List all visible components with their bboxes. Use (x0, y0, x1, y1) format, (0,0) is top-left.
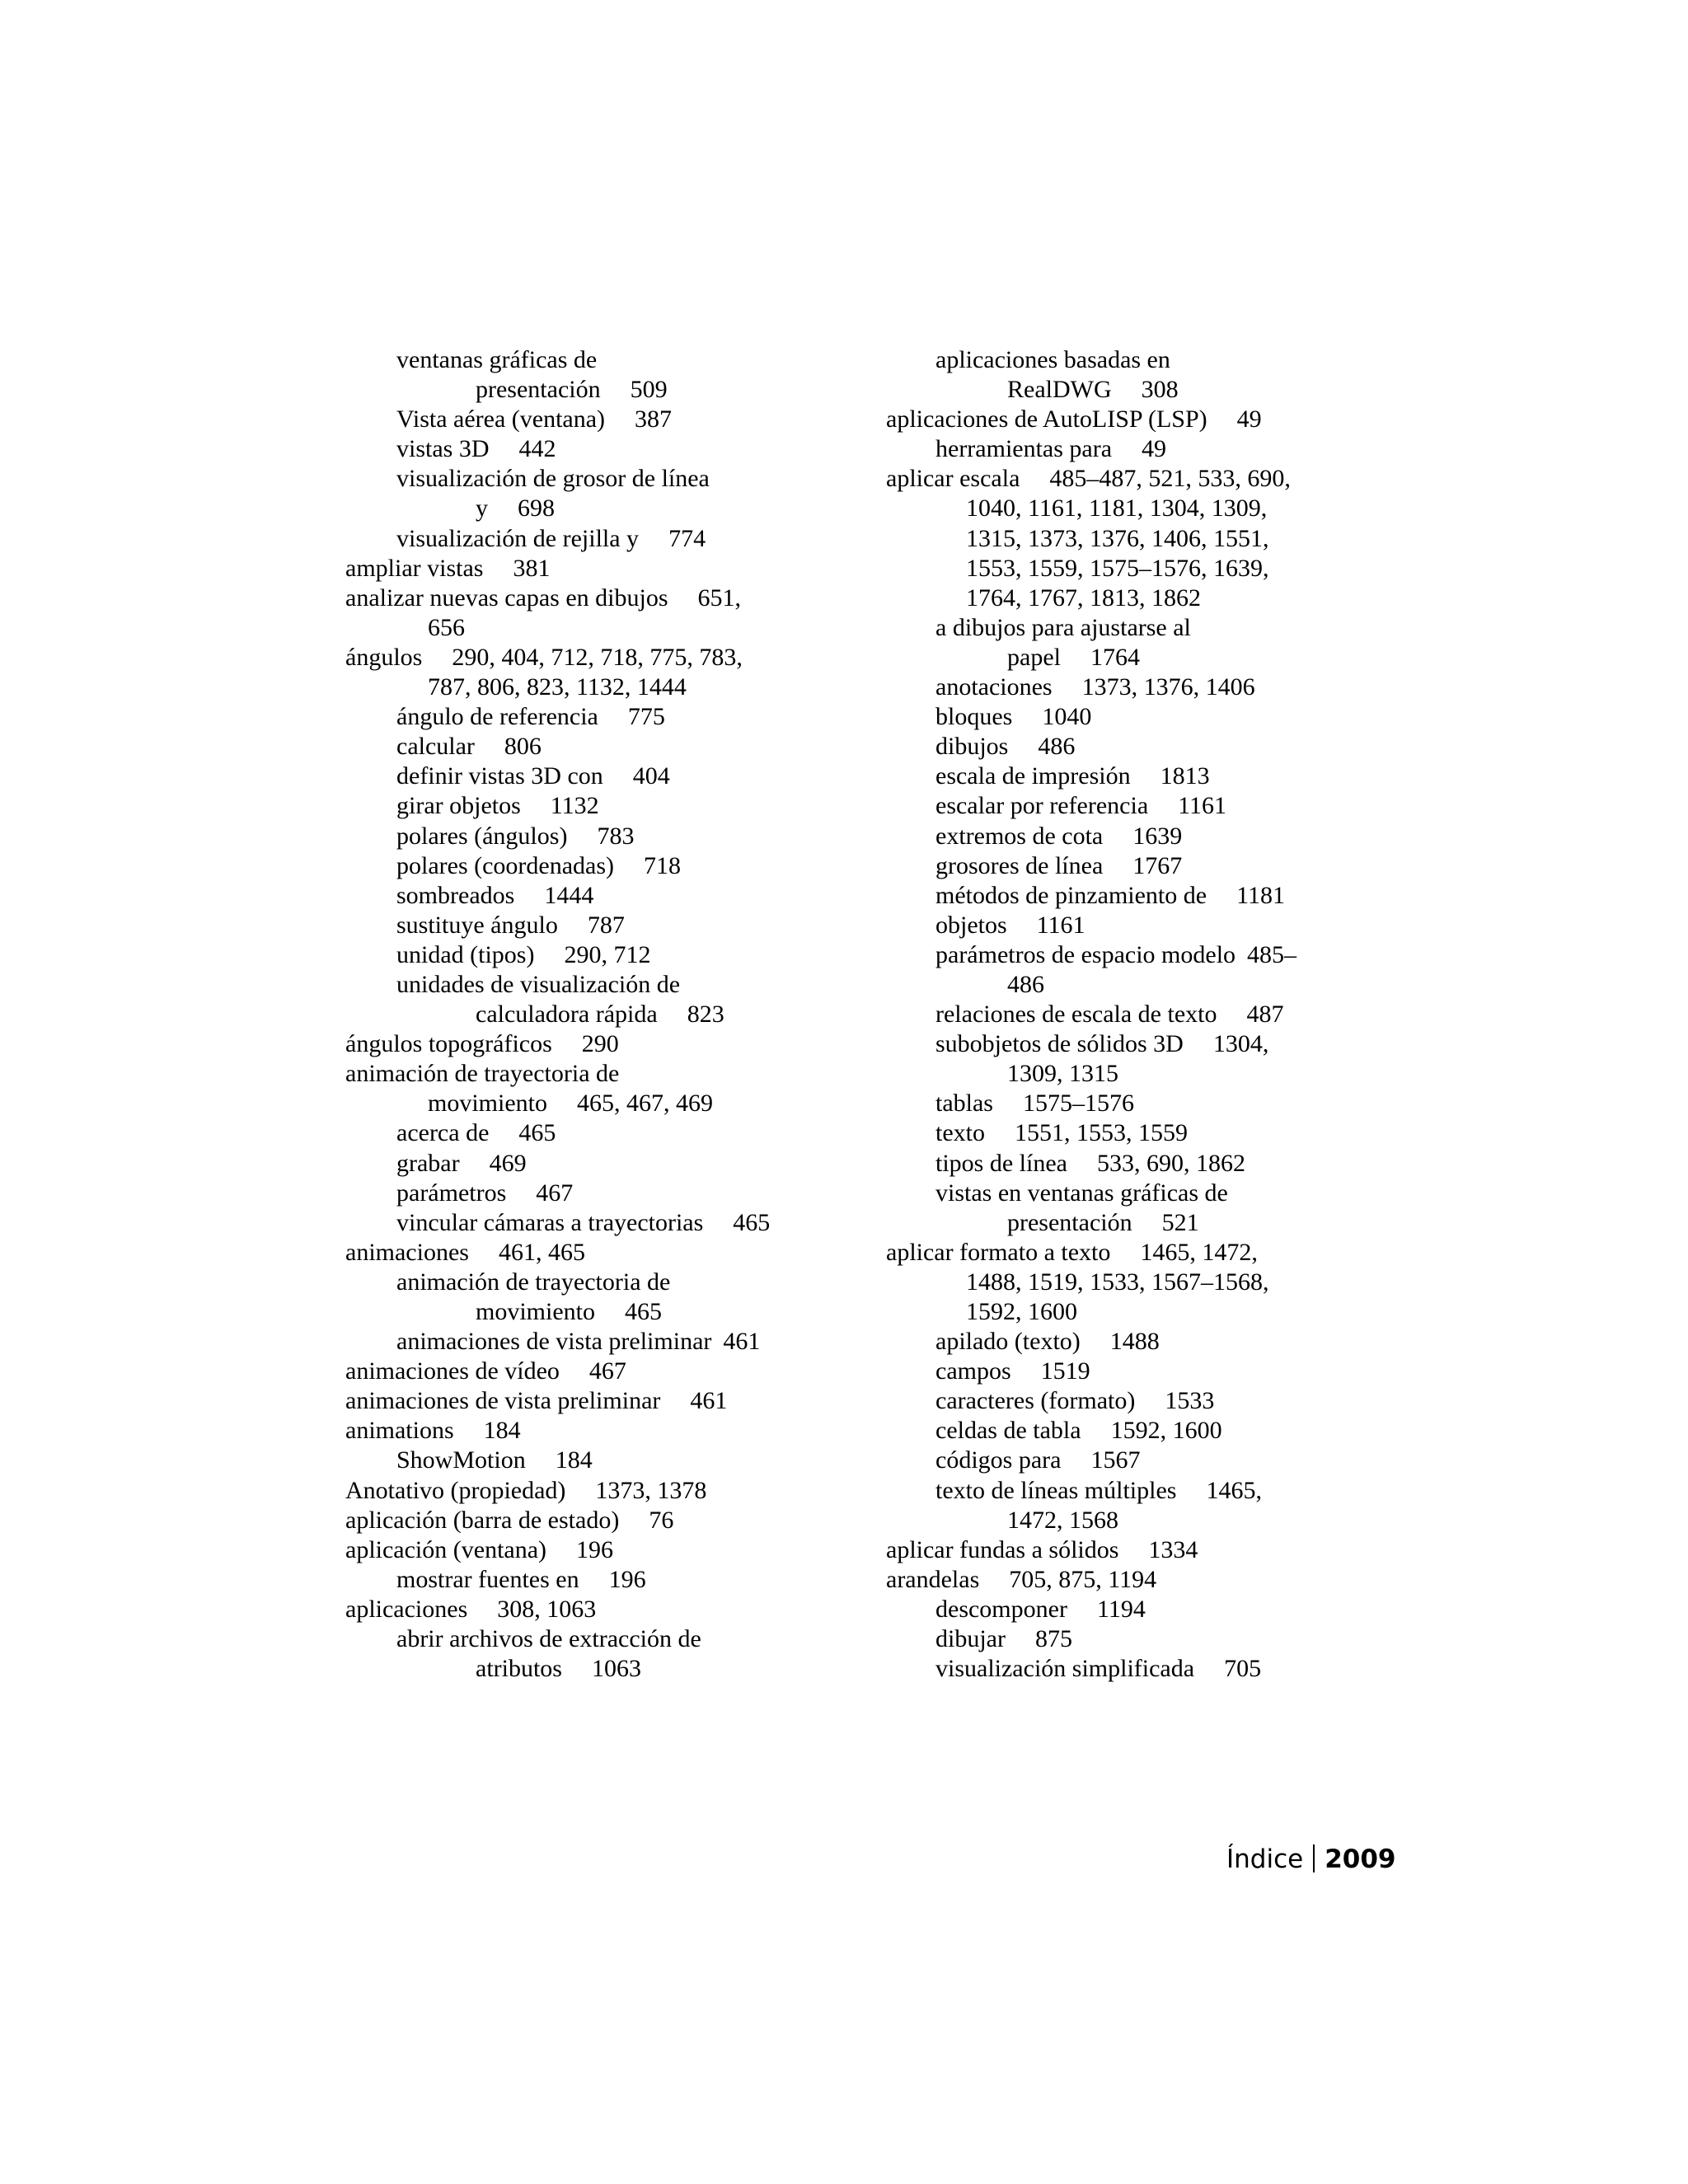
index-term: dibujos (935, 733, 1009, 761)
index-term: animaciones (345, 1238, 469, 1266)
index-entry-line (886, 1000, 1381, 1029)
index-entry-line (886, 554, 1381, 583)
page-references: 823 (687, 1001, 724, 1029)
index-entry-line (886, 1059, 1381, 1089)
index-entry-line (345, 524, 840, 554)
index-entry-line (345, 1268, 840, 1297)
index-entry-line (886, 1179, 1381, 1208)
index-entry-line (345, 1565, 840, 1595)
index-term: tipos de línea (935, 1149, 1067, 1177)
index-entry-line (345, 464, 840, 494)
index-term: acerca de (396, 1119, 490, 1147)
index-entry-line (886, 494, 1381, 523)
index-term: unidad (tipos) (396, 940, 535, 968)
index-term: ampliar vistas (345, 554, 484, 582)
page-references: 806 (504, 733, 542, 761)
page-references: 651, (697, 583, 742, 612)
index-entry-line (345, 702, 840, 732)
index-entry-line (345, 583, 840, 613)
page-references: 783 (597, 822, 635, 850)
index-term: aplicar fundas a sólidos (886, 1535, 1119, 1563)
index-term: arandelas (886, 1565, 980, 1593)
index-term: animación de trayectoria de (345, 1060, 620, 1088)
page-references: 381 (513, 554, 551, 582)
index-term: celdas de tabla (935, 1417, 1081, 1445)
index-entry-line (345, 434, 840, 464)
index-entry-line (886, 1506, 1381, 1535)
index-entry-line (345, 911, 840, 940)
index-entry-line (345, 1238, 840, 1268)
index-term: polares (ángulos) (396, 822, 568, 850)
index-term: animación de trayectoria de (396, 1268, 671, 1296)
page-references: 1488, 1519, 1533, 1567–1568, (966, 1268, 1269, 1296)
index-entry-line (345, 940, 840, 970)
index-term: aplicaciones basadas en (935, 346, 1170, 373)
page-references: 485–487, 521, 533, 690, (1049, 465, 1291, 493)
index-entry-line (886, 1297, 1381, 1327)
index-entry-line (886, 1029, 1381, 1059)
page-references: 1315, 1373, 1376, 1406, 1551, (966, 524, 1269, 552)
page-references: 1472, 1568 (1007, 1506, 1118, 1534)
page-references: 1592, 1600 (1110, 1417, 1222, 1445)
page-references: 308, 1063 (497, 1595, 597, 1623)
page-references: 1063 (592, 1655, 641, 1683)
page-references: 1161 (1036, 911, 1085, 939)
index-term: aplicaciones (345, 1595, 468, 1623)
index-term: caracteres (formato) (935, 1387, 1136, 1415)
index-term: escala de impresión (935, 762, 1131, 790)
index-entry-line (345, 1595, 840, 1624)
page-references: 705, 875, 1194 (1009, 1565, 1157, 1593)
index-term: vistas en ventanas gráficas de (935, 1179, 1228, 1207)
page-references: 1309, 1315 (1007, 1060, 1118, 1088)
index-term: movimiento (428, 1090, 547, 1118)
index-entry-line (345, 1624, 840, 1654)
page-references: 698 (518, 494, 555, 523)
page-references: 290 (581, 1030, 619, 1058)
index-term: subobjetos de sólidos 3D (935, 1030, 1184, 1058)
index-term: tablas (935, 1090, 993, 1118)
page-references: 1767 (1132, 851, 1183, 879)
index-term: atributos (476, 1655, 562, 1683)
page-references: 1519 (1040, 1357, 1090, 1385)
page-references: 290, 404, 712, 718, 775, 783, (452, 643, 743, 671)
page-references: 461 (690, 1387, 728, 1415)
page-references: 465 (625, 1298, 662, 1325)
index-term: visualización de rejilla y (396, 524, 640, 552)
index-entry-line (345, 822, 840, 851)
page-references: 1194 (1096, 1595, 1146, 1623)
index-term: texto (935, 1119, 985, 1147)
page-references: 1373, 1376, 1406 (1081, 673, 1255, 701)
page-references: 787 (587, 911, 625, 939)
index-entry-line (345, 1059, 840, 1089)
index-term: ángulos (345, 643, 423, 671)
index-column-left (345, 345, 840, 1684)
index-term: vistas 3D (396, 435, 490, 463)
page-references: 718 (644, 851, 682, 879)
index-entry-line (345, 1208, 840, 1238)
index-term: aplicar formato a texto (886, 1238, 1111, 1266)
page-references: 461, 465 (498, 1238, 585, 1266)
index-term: Anotativo (propiedad) (345, 1476, 566, 1504)
index-term: girar objetos (396, 792, 521, 820)
index-entry-line (886, 911, 1381, 940)
index-term: bloques (935, 703, 1013, 731)
index-entry-line (886, 583, 1381, 613)
index-term: grosores de línea (935, 851, 1104, 879)
index-term: anotaciones (935, 673, 1053, 701)
page-references: 485– (1247, 940, 1297, 968)
page-references: 533, 690, 1862 (1096, 1149, 1245, 1177)
page-references: 521 (1161, 1208, 1199, 1236)
page-references: 387 (635, 405, 673, 434)
index-term: objetos (935, 911, 1007, 939)
index-term: herramientas para (935, 435, 1113, 463)
index-term: analizar nuevas capas en dibujos (345, 583, 668, 612)
page-references: 775 (627, 703, 665, 731)
index-entry-line (345, 1179, 840, 1208)
page-references: 1465, 1472, (1140, 1238, 1258, 1266)
index-entry-line (345, 1118, 840, 1148)
page-references: 1553, 1559, 1575–1576, 1639, (966, 554, 1269, 582)
index-entry-line (345, 554, 840, 583)
page-references: 442 (518, 435, 556, 463)
index-term: RealDWG (1007, 376, 1112, 404)
page-references: 1592, 1600 (966, 1298, 1077, 1325)
page-references: 1132 (550, 792, 599, 820)
index-entry-line (345, 1000, 840, 1029)
index-entry-line (886, 1149, 1381, 1179)
page-references: 1764 (1090, 643, 1140, 671)
index-term: calculadora rápida (476, 1001, 658, 1029)
index-entry-line (886, 881, 1381, 911)
index-entry-line (345, 1327, 840, 1357)
index-term: abrir archivos de extracción de (396, 1625, 701, 1653)
page-references: 76 (649, 1506, 674, 1534)
index-term: texto de líneas múltiples (935, 1476, 1177, 1504)
page-references: 469 (489, 1149, 527, 1177)
index-entry-line (345, 1386, 840, 1416)
index-entry-line (345, 494, 840, 523)
index-entry-line (345, 851, 840, 881)
index-entry-line (886, 1327, 1381, 1357)
index-entry-line (886, 851, 1381, 881)
index-term: sombreados (396, 881, 515, 909)
index-column-right (886, 345, 1381, 1684)
index-entry-line (345, 881, 840, 911)
page-references: 486 (1038, 733, 1076, 761)
page-references: 184 (483, 1417, 521, 1445)
index-term: animaciones de vídeo (345, 1357, 560, 1385)
index-term: aplicación (ventana) (345, 1535, 547, 1563)
index-entry-line (886, 1238, 1381, 1268)
index-term: animaciones de vista preliminar (396, 1328, 712, 1356)
index-term: códigos para (935, 1446, 1062, 1474)
index-term: calcular (396, 733, 475, 761)
index-entry-line (886, 1416, 1381, 1446)
page-references: 308 (1141, 376, 1179, 404)
index-term: Vista aérea (ventana) (396, 405, 606, 434)
index-entry-line (886, 1446, 1381, 1475)
page-references: 49 (1142, 435, 1167, 463)
page-references: 1575–1576 (1022, 1090, 1134, 1118)
page-references: 467 (536, 1179, 574, 1207)
index-entry-line (345, 1357, 840, 1386)
page-references: 49 (1236, 405, 1262, 434)
index-entry-line (886, 1595, 1381, 1624)
index-term: animaciones de vista preliminar (345, 1387, 661, 1415)
page-references: 465, 467, 469 (577, 1090, 713, 1118)
index-entry-line (886, 732, 1381, 762)
index-term: papel (1007, 643, 1061, 671)
page-references: 465 (733, 1208, 771, 1236)
index-entry-line (886, 1208, 1381, 1238)
page-references: 290, 712 (564, 940, 651, 968)
index-entry-line (345, 375, 840, 405)
page-references: 1161 (1178, 792, 1227, 820)
index-entry-line (886, 405, 1381, 434)
index-entry-line (345, 345, 840, 375)
index-entry-line (886, 643, 1381, 673)
index-entry-line (886, 613, 1381, 643)
page-references: 656 (428, 613, 465, 641)
page-references: 486 (1007, 970, 1044, 998)
page-references: 1181 (1236, 881, 1285, 909)
index-entry-line (345, 405, 840, 434)
page-references: 1813 (1160, 762, 1210, 790)
page-references: 705 (1224, 1655, 1262, 1683)
page-references: 1551, 1553, 1559 (1015, 1119, 1188, 1147)
index-term: presentación (1007, 1208, 1132, 1236)
page-references: 1533 (1165, 1387, 1215, 1415)
index-term: aplicaciones de AutoLISP (LSP) (886, 405, 1207, 434)
index-entry-line (886, 822, 1381, 851)
index-term: movimiento (476, 1298, 595, 1325)
page-references: 1764, 1767, 1813, 1862 (966, 583, 1201, 612)
index-entry-line (345, 970, 840, 1000)
index-entry-line (345, 732, 840, 762)
page-references: 196 (576, 1535, 614, 1563)
index-term: dibujar (935, 1625, 1006, 1653)
page-references: 196 (608, 1565, 646, 1593)
page-references: 404 (632, 762, 670, 790)
index-entry-line (886, 1357, 1381, 1386)
index-entry-line (886, 1624, 1381, 1654)
page-references: 1373, 1378 (595, 1476, 707, 1504)
index-term: ventanas gráficas de (396, 346, 598, 373)
footer-section-label: Índice (1226, 1844, 1304, 1874)
index-term: escalar por referencia (935, 792, 1149, 820)
index-term: mostrar fuentes en (396, 1565, 579, 1593)
index-entry-line (345, 1506, 840, 1535)
index-entry-line (886, 702, 1381, 732)
index-entry-line (886, 1386, 1381, 1416)
page-references: 467 (588, 1357, 626, 1385)
index-entry-line (886, 762, 1381, 791)
index-entry-line (886, 345, 1381, 375)
index-entry-line (886, 524, 1381, 554)
index-entry-line (886, 1565, 1381, 1595)
index-term: a dibujos para ajustarse al (935, 613, 1191, 641)
index-entry-line (886, 434, 1381, 464)
index-term: descomponer (935, 1595, 1067, 1623)
page-references: 487 (1246, 1001, 1284, 1029)
page-references: 1040 (1042, 703, 1092, 731)
index-entry-line (345, 1535, 840, 1565)
index-term: vincular cámaras a trayectorias (396, 1208, 704, 1236)
index-term: parámetros de espacio modelo (935, 940, 1236, 968)
page-references: 1488 (1109, 1328, 1160, 1356)
index-term: unidades de visualización de (396, 970, 681, 998)
index-entry-line (345, 1416, 840, 1446)
index-term: ángulos topográficos (345, 1030, 552, 1058)
index-entry-line (886, 791, 1381, 821)
page-references: 465 (518, 1119, 556, 1147)
index-entry-line (886, 1089, 1381, 1118)
index-entry-line (886, 1118, 1381, 1148)
index-term: aplicación (barra de estado) (345, 1506, 620, 1534)
footer-divider (1313, 1844, 1315, 1872)
index-entry-line (886, 673, 1381, 702)
index-term: relaciones de escala de texto (935, 1001, 1217, 1029)
index-term: visualización simplificada (935, 1655, 1195, 1683)
page-references: 787, 806, 823, 1132, 1444 (428, 673, 687, 701)
index-term: apilado (texto) (935, 1328, 1081, 1356)
index-term: aplicar escala (886, 465, 1020, 493)
index-entry-line (886, 1476, 1381, 1506)
index-term: grabar (396, 1149, 460, 1177)
index-term: sustituye ángulo (396, 911, 558, 939)
index-entry-line (345, 1654, 840, 1684)
index-entry-line (345, 643, 840, 673)
index-term: animations (345, 1417, 454, 1445)
index-entry-line (345, 762, 840, 791)
page-references: 1304, (1212, 1030, 1269, 1058)
index-term: presentación (476, 376, 601, 404)
page-references: 461 (723, 1328, 761, 1356)
index-term: definir vistas 3D con (396, 762, 603, 790)
index-entry-line (886, 1535, 1381, 1565)
index-entry-line (345, 1149, 840, 1179)
page-references: 1334 (1148, 1535, 1198, 1563)
index-term: ShowMotion (396, 1446, 526, 1474)
index-entry-line (345, 613, 840, 643)
page-references: 509 (630, 376, 668, 404)
page-references: 1444 (544, 881, 594, 909)
page-references: 1639 (1132, 822, 1183, 850)
index-entry-line (886, 375, 1381, 405)
page-references: 875 (1034, 1625, 1072, 1653)
index-entry-line (886, 970, 1381, 1000)
index-entry-line (345, 673, 840, 702)
index-entry-line (345, 1446, 840, 1475)
page-references: 774 (668, 524, 706, 552)
page-footer (1226, 1843, 1395, 1876)
page-number: 2009 (1325, 1844, 1396, 1874)
index-entry-line (886, 464, 1381, 494)
index-entry-line (886, 1654, 1381, 1684)
page-references: 1040, 1161, 1181, 1304, 1309, (966, 494, 1268, 523)
index-term: campos (935, 1357, 1011, 1385)
index-term: ángulo de referencia (396, 703, 598, 731)
index-entry-line (345, 791, 840, 821)
index-entry-line (345, 1029, 840, 1059)
page-references: 184 (555, 1446, 593, 1474)
index-term: visualización de grosor de línea (396, 465, 710, 493)
index-term: polares (coordenadas) (396, 851, 615, 879)
index-entry-line (345, 1476, 840, 1506)
index-entry-line (345, 1297, 840, 1327)
index-term: métodos de pinzamiento de (935, 881, 1207, 909)
index-term: extremos de cota (935, 822, 1104, 850)
index-term: y (476, 494, 488, 523)
index-entry-line (886, 940, 1381, 970)
page-references: 1567 (1090, 1446, 1141, 1474)
index-entry-line (886, 1268, 1381, 1297)
index-term: parámetros (396, 1179, 507, 1207)
page-references: 1465, (1206, 1476, 1262, 1504)
index-entry-line (345, 1089, 840, 1118)
